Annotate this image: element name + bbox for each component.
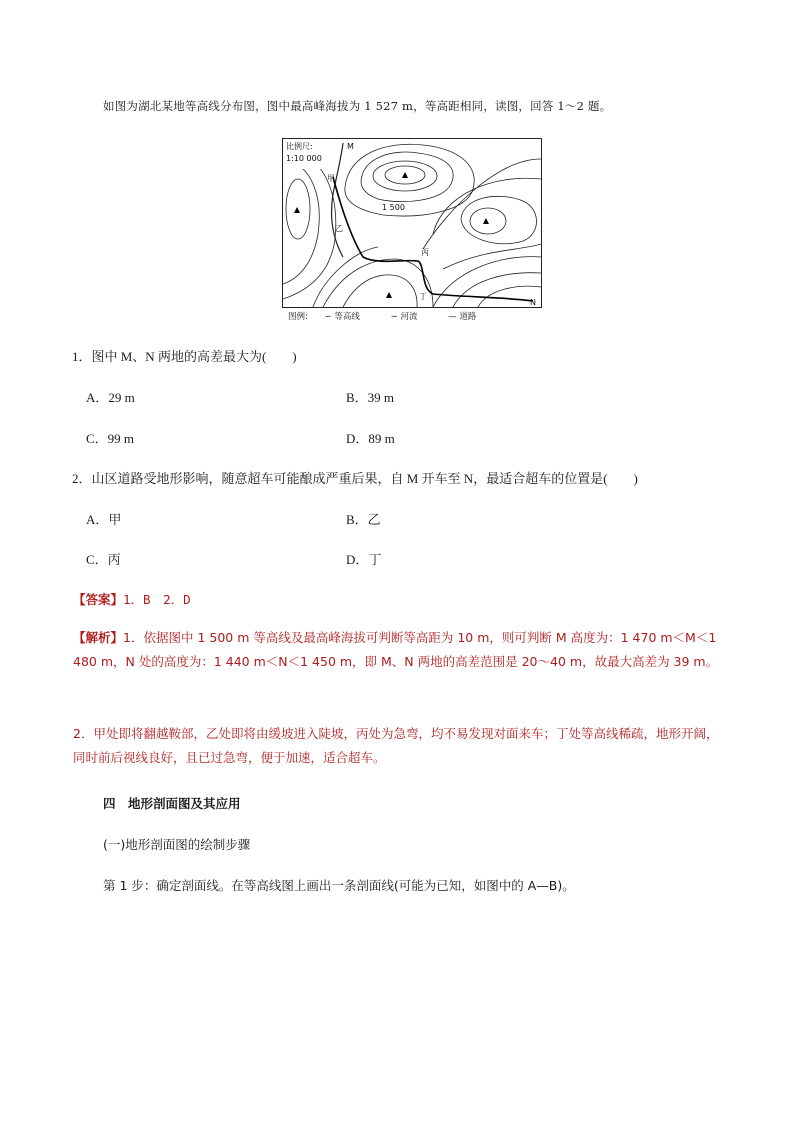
- q2-option-c: C．丙: [86, 552, 121, 567]
- q1-option-d: D．89 m: [346, 431, 395, 446]
- question-2-stem: 2．山区道路受地形影响，随意超车可能酿成严重后果，自 M 开车至 N，最适合超车的位置是( ): [72, 471, 638, 486]
- analysis-paragraph-1: [73, 626, 728, 674]
- q2-option-d: D．丁: [346, 552, 382, 567]
- contour-map: [282, 138, 542, 308]
- answer-text: 1．B 2．D: [123, 592, 191, 607]
- question-1-stem: 1．图中 M、N 两地的高差最大为( ): [72, 349, 297, 364]
- q2-option-b: B．乙: [346, 512, 381, 527]
- map-legend: [288, 310, 504, 322]
- answer-tag: 【答案】: [73, 592, 124, 607]
- intro-text: 如图为湖北某地等高线分布图，图中最高峰海拔为 1 527 m，等高距相同，读图，回答 1～2 题。: [103, 99, 612, 113]
- legend-contour: ∽ 等高线: [324, 312, 360, 322]
- point-yi: 乙: [335, 224, 343, 233]
- point-bing: 丙: [421, 248, 429, 257]
- q1-option-a: A．29 m: [86, 390, 135, 405]
- legend-road: — 道路: [448, 312, 477, 322]
- q1-option-b: B．39 m: [346, 390, 395, 405]
- scale-label: 比例尺:: [286, 142, 313, 151]
- analysis-paragraph-2: 2．甲处即将翻越鞍部，乙处即将由缓坡进入陡坡，丙处为急弯，均不易发现对面来车；丁处等高线稀疏，地形开阔，同时前后视线良好，且已过急弯，便于加速，适合超车。: [73, 726, 719, 765]
- point-m: M: [347, 142, 354, 151]
- legend-title: 图例:: [288, 312, 308, 322]
- step-1-text: 第 1 步：确定剖面线。在等高线图上画出一条剖面线(可能为已知，如图中的 A—B)。: [103, 878, 575, 893]
- q2-option-a: A．甲: [86, 512, 122, 527]
- section-title: 四 地形剖面图及其应用: [103, 796, 241, 811]
- analysis-text-1: 1．依据图中 1 500 m 等高线及最高峰海拔可判断等高距为 10 m，则可判断 M 高度为：1 470 m＜M＜1 480 m，N 处的高度为：1 440 m＜N＜1 450 m，即 M、N 两地的高差范围是 20～40 m，故最大高差为 39 m。: [73, 630, 719, 669]
- contour-label: 1 500: [382, 203, 405, 212]
- contour-map-svg: [283, 139, 541, 307]
- analysis-tag: 【解析】: [73, 630, 124, 645]
- point-n: N: [530, 298, 536, 307]
- scale-value: 1:10 000: [286, 154, 322, 163]
- legend-river: ∼ 河流: [390, 312, 418, 322]
- point-jia: 甲: [327, 174, 335, 183]
- q1-option-c: C．99 m: [86, 431, 135, 446]
- answer-line: [73, 590, 191, 608]
- subsection-title: (一)地形剖面图的绘制步骤: [103, 837, 251, 852]
- point-ding: 丁: [419, 292, 427, 301]
